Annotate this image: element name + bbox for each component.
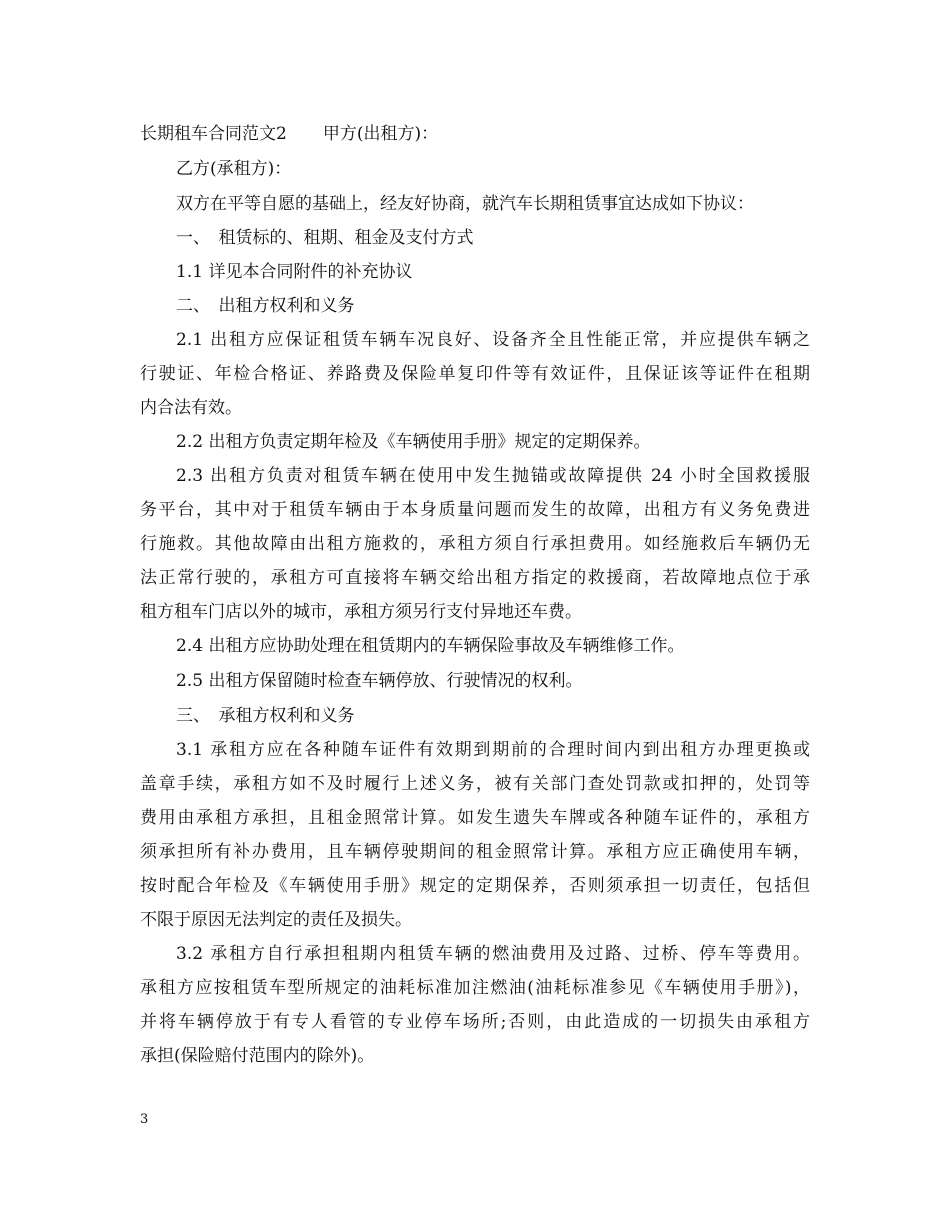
clause-2-3-line-5: 租方租车门店以外的城市，承租方须另行支付异地还车费。 <box>140 602 582 622</box>
clause-3-1-line-2: 盖章手续，承租方如不及时履行上述义务，被有关部门查处罚款或扣押的，处罚等 <box>140 774 810 794</box>
clause-3-1-line-1: 3.1 承租方应在各种随车证件有效期到期前的合理时间内到出租方办理更换或 <box>176 740 810 760</box>
clause-2-1-line-3: 内合法有效。 <box>140 398 242 418</box>
document-title: 长期租车合同范文2 <box>140 124 287 144</box>
clause-2-3-line-4: 法正常行驶的，承租方可直接将车辆交给出租方指定的救援商，若故障地点位于承 <box>140 568 810 588</box>
clause-2-5: 2.5 出租方保留随时检查车辆停放、行驶情况的权利。 <box>176 671 583 691</box>
clause-3-2-line-1: 3.2 承租方自行承担租期内租赁车辆的燃油费用及过路、过桥、停车等费用。 <box>176 944 810 964</box>
clause-2-3-line-2: 务平台，其中对于租赁车辆由于本身质量问题而发生的故障，出租方有义务免费进 <box>140 500 810 520</box>
clause-3-1-line-5: 按时配合年检及《车辆使用手册》规定的定期保养，否则须承担一切责任，包括但 <box>140 876 810 896</box>
section-heading-2: 二、 出租方权利和义务 <box>176 296 355 316</box>
clause-2-3-line-1: 2.3 出租方负责对租赁车辆在使用中发生抛锚或故障提供 24 小时全国救援服 <box>176 466 810 486</box>
clause-3-1-line-6: 不限于原因无法判定的责任及损失。 <box>140 910 412 930</box>
party-b-label: 乙方(承租方)： <box>176 159 292 179</box>
clause-2-4: 2.4 出租方应协助处理在租赁期内的车辆保险事故及车辆维修工作。 <box>176 636 685 656</box>
party-a-label: 甲方(出租方)： <box>322 124 439 144</box>
clause-3-2-line-2: 承租方应按租赁车型所规定的油耗标准加注燃油(油耗标准参见《车辆使用手册》)， <box>140 978 810 998</box>
title-line <box>140 124 810 144</box>
section-heading-3: 三、 承租方权利和义务 <box>176 706 355 726</box>
clause-1-1: 1.1 详见本合同附件的补充协议 <box>176 262 413 282</box>
clause-3-1-line-3: 费用由承租方承担，且租金照常计算。如发生遗失车牌或各种随车证件的，承租方 <box>140 808 810 828</box>
clause-2-3-line-3: 行施救。其他故障由出租方施救的，承租方须自行承担费用。如经施救后车辆仍无 <box>140 534 810 554</box>
clause-3-2-line-3: 并将车辆停放于有专人看管的专业停车场所;否则，由此造成的一切损失由承租方 <box>140 1012 810 1032</box>
clause-3-2-line-4: 承担(保险赔付范围内的除外)。 <box>140 1046 375 1066</box>
clause-2-1-line-1: 2.1 出租方应保证租赁车辆车况良好、设备齐全且性能正常，并应提供车辆之 <box>176 330 810 350</box>
intro-paragraph: 双方在平等自愿的基础上，经友好协商，就汽车长期租赁事宜达成如下协议： <box>176 194 754 214</box>
section-heading-1: 一、 租赁标的、租期、租金及支付方式 <box>176 228 474 248</box>
clause-2-1-line-2: 行驶证、年检合格证、养路费及保险单复印件等有效证件，且保证该等证件在租期 <box>140 364 810 384</box>
clause-3-1-line-4: 须承担所有补办费用，且车辆停驶期间的租金照常计算。承租方应正确使用车辆， <box>140 842 810 862</box>
page-number: 3 <box>140 1112 149 1127</box>
clause-2-2: 2.2 出租方负责定期年检及《车辆使用手册》规定的定期保养。 <box>176 432 651 452</box>
